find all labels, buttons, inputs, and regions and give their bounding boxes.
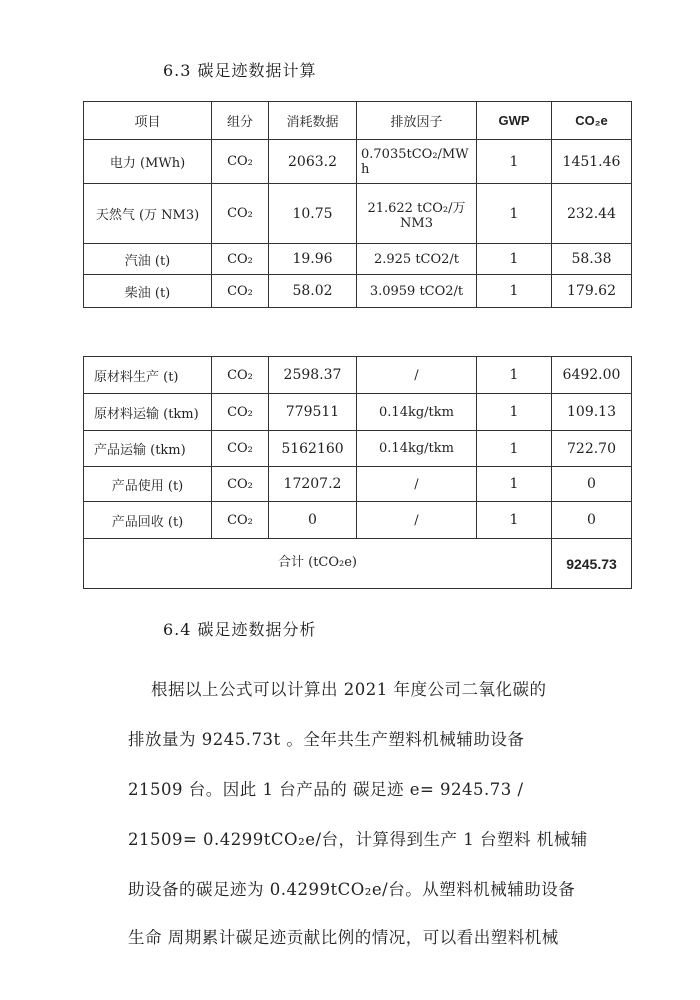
cell-co2e: 722.70 <box>552 431 632 467</box>
cell-gwp: 1 <box>477 357 552 394</box>
cell-item: 天然气 (万 NM3) <box>84 184 212 244</box>
cell-factor: 0.7035tCO₂/MWh <box>357 140 477 184</box>
cell-co2e: 0 <box>552 467 632 502</box>
paragraph-line: 21509 台。因此 1 台产品的 碳足迹 e= 9245.73 / <box>128 780 524 799</box>
header-consumption: 消耗数据 <box>269 102 357 140</box>
total-label: 合计 (tCO₂e) <box>84 539 552 589</box>
cell-component: CO₂ <box>212 431 269 467</box>
carbon-footprint-table-energy <box>83 101 632 308</box>
header-item: 项目 <box>84 102 212 140</box>
cell-factor: 0.14kg/tkm <box>357 431 477 467</box>
table-row <box>84 467 632 502</box>
table-row <box>84 357 632 394</box>
cell-consumption: 58.02 <box>269 275 357 308</box>
paragraph-line: 根据以上公式可以计算出 2021 年度公司二氧化碳的 <box>128 680 547 699</box>
cell-item: 电力 (MWh) <box>84 140 212 184</box>
table-row <box>84 184 632 244</box>
table-row <box>84 275 632 308</box>
cell-gwp: 1 <box>477 394 552 431</box>
cell-gwp: 1 <box>477 140 552 184</box>
paragraph-line: 21509= 0.4299tCO₂e/台，计算得到生产 1 台塑料 机械辅 <box>128 830 588 849</box>
table-row <box>84 431 632 467</box>
table-header-row <box>84 102 632 140</box>
total-row <box>84 539 632 589</box>
cell-gwp: 1 <box>477 184 552 244</box>
cell-consumption: 0 <box>269 502 357 539</box>
paragraph-line: 生命 周期累计碳足迹贡献比例的情况，可以看出塑料机械 <box>128 928 559 947</box>
cell-consumption: 5162160 <box>269 431 357 467</box>
carbon-footprint-table-lifecycle <box>83 356 632 589</box>
cell-factor: 3.0959 tCO2/t <box>357 275 477 308</box>
cell-item: 原材料运输 (tkm) <box>84 394 212 431</box>
cell-component: CO₂ <box>212 502 269 539</box>
cell-gwp: 1 <box>477 431 552 467</box>
cell-item: 柴油 (t) <box>84 275 212 308</box>
header-component: 组分 <box>212 102 269 140</box>
cell-factor: 21.622 tCO₂/万 NM3 <box>357 184 477 244</box>
cell-component: CO₂ <box>212 394 269 431</box>
cell-component: CO₂ <box>212 275 269 308</box>
cell-factor: / <box>357 357 477 394</box>
cell-consumption: 2063.2 <box>269 140 357 184</box>
cell-consumption: 2598.37 <box>269 357 357 394</box>
table-row <box>84 244 632 275</box>
header-emission-factor: 排放因子 <box>357 102 477 140</box>
cell-component: CO₂ <box>212 184 269 244</box>
section-heading-6-4: 6.4 碳足迹数据分析 <box>163 620 317 639</box>
cell-factor: 0.14kg/tkm <box>357 394 477 431</box>
cell-co2e: 6492.00 <box>552 357 632 394</box>
cell-gwp: 1 <box>477 502 552 539</box>
cell-consumption: 19.96 <box>269 244 357 275</box>
table-row <box>84 140 632 184</box>
table-row <box>84 502 632 539</box>
cell-co2e: 1451.46 <box>552 140 632 184</box>
cell-factor: / <box>357 467 477 502</box>
cell-co2e: 0 <box>552 502 632 539</box>
cell-consumption: 10.75 <box>269 184 357 244</box>
cell-co2e: 179.62 <box>552 275 632 308</box>
cell-consumption: 17207.2 <box>269 467 357 502</box>
cell-factor: / <box>357 502 477 539</box>
cell-co2e: 58.38 <box>552 244 632 275</box>
cell-factor: 2.925 tCO2/t <box>357 244 477 275</box>
cell-item: 产品回收 (t) <box>84 502 212 539</box>
cell-co2e: 232.44 <box>552 184 632 244</box>
cell-gwp: 1 <box>477 467 552 502</box>
table-row <box>84 394 632 431</box>
cell-component: CO₂ <box>212 357 269 394</box>
cell-consumption: 779511 <box>269 394 357 431</box>
paragraph-line: 排放量为 9245.73t 。全年共生产塑料机械辅助设备 <box>128 730 525 749</box>
cell-co2e: 109.13 <box>552 394 632 431</box>
cell-item: 产品使用 (t) <box>84 467 212 502</box>
cell-item: 汽油 (t) <box>84 244 212 275</box>
paragraph-line: 助设备的碳足迹为 0.4299tCO₂e/台。从塑料机械辅助设备 <box>128 880 576 899</box>
cell-component: CO₂ <box>212 140 269 184</box>
header-gwp: GWP <box>477 102 552 140</box>
section-heading-6-3: 6.3 碳足迹数据计算 <box>163 61 317 80</box>
cell-gwp: 1 <box>477 275 552 308</box>
cell-item: 原材料生产 (t) <box>84 357 212 394</box>
cell-gwp: 1 <box>477 244 552 275</box>
total-value: 9245.73 <box>552 539 632 589</box>
cell-component: CO₂ <box>212 244 269 275</box>
cell-component: CO₂ <box>212 467 269 502</box>
header-co2e: CO₂e <box>552 102 632 140</box>
cell-item: 产品运输 (tkm) <box>84 431 212 467</box>
